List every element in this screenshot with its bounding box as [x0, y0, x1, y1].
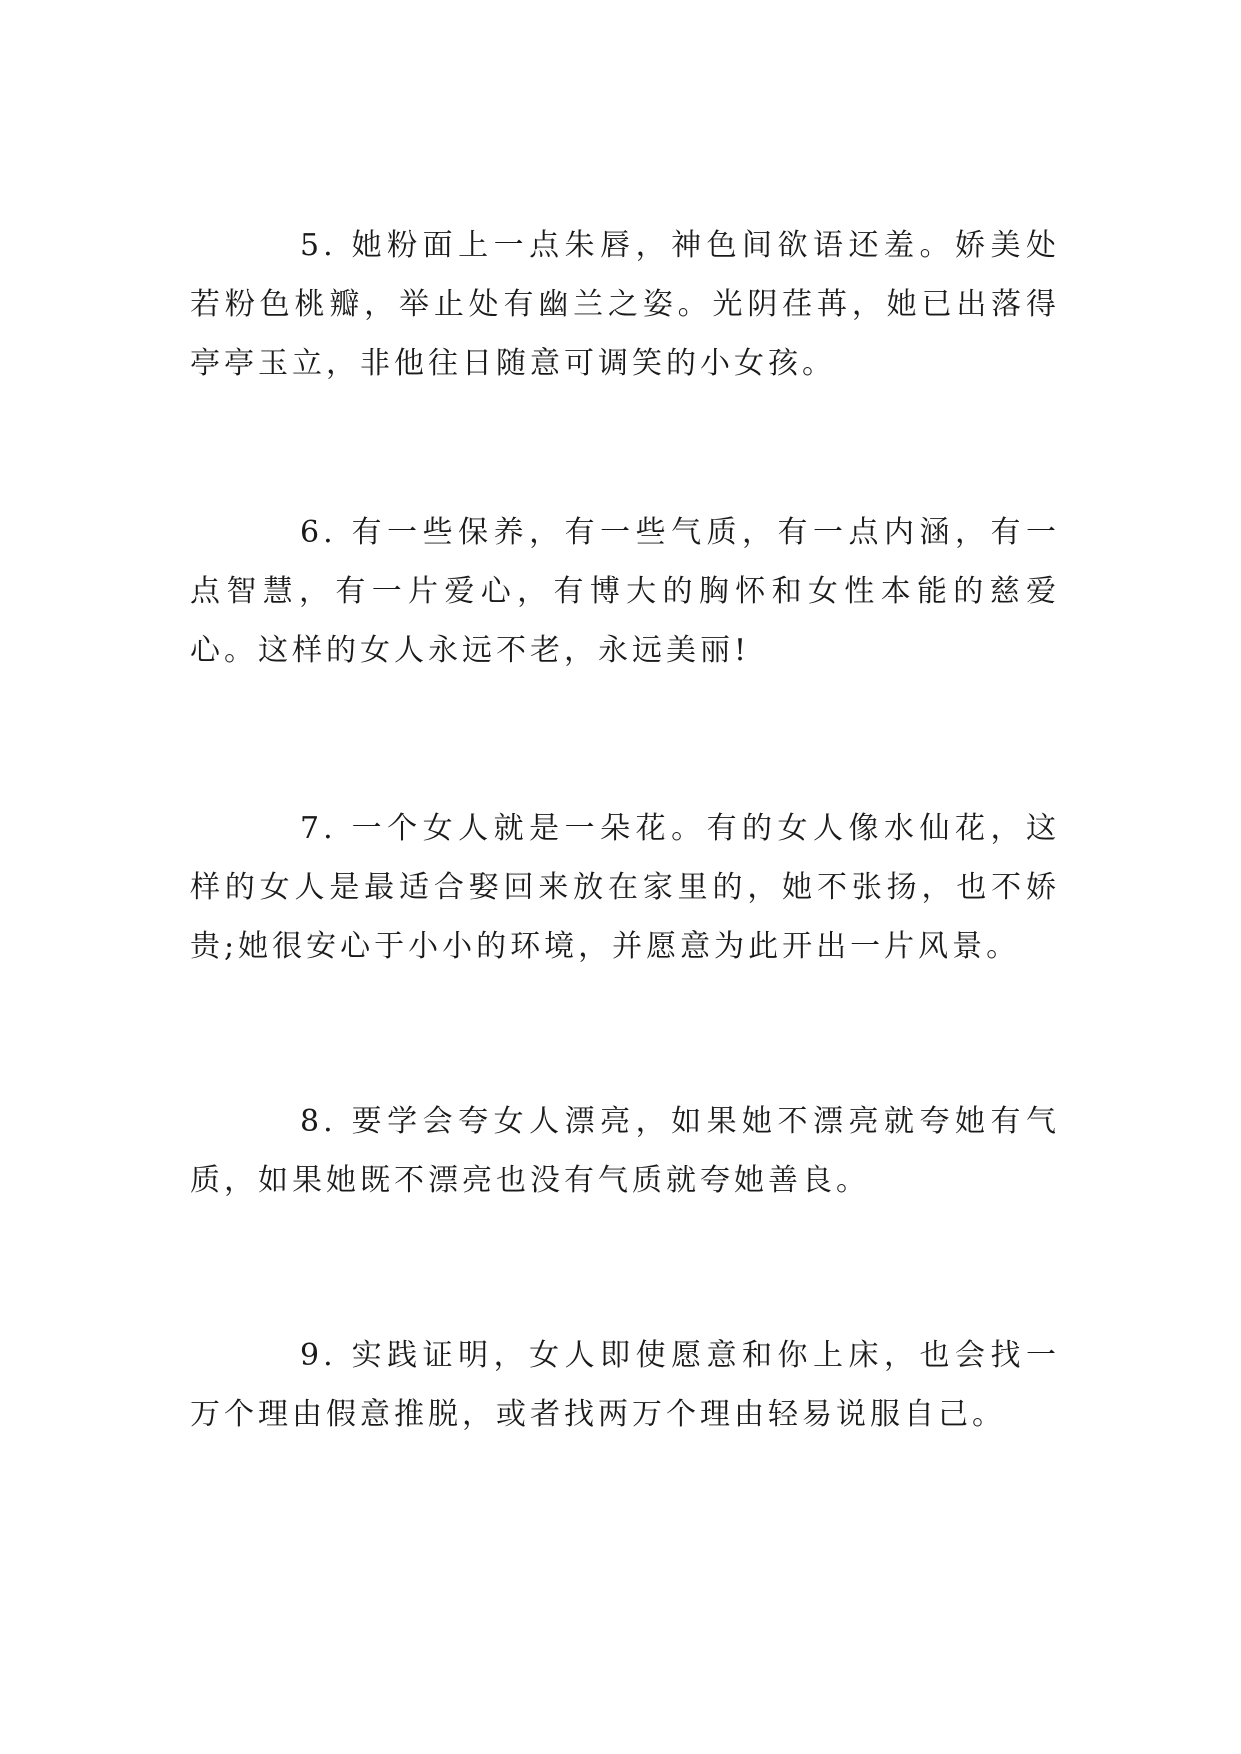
paragraph-6: [190, 503, 1060, 680]
paragraph-number: 9.: [300, 1338, 337, 1373]
paragraph-text: 一个女人就是一朵花。有的女人像水仙花，这样的女人是最适合娶回来放在家里的，她不张扬，也不娇贵;她很安心于小小的环境，并愿意为此开出一片风景。: [190, 811, 1060, 964]
paragraph-5: [190, 216, 1060, 393]
paragraph-text: 要学会夸女人漂亮，如果她不漂亮就夸她有气质，如果她既不漂亮也没有气质就夸她善良。: [190, 1104, 1060, 1198]
paragraph-number: 7.: [300, 811, 337, 846]
paragraph-text: 有一些保养，有一些气质，有一点内涵，有一点智慧，有一片爱心，有博大的胸怀和女性本能的慈爱心。这样的女人永远不老，永远美丽!: [190, 515, 1060, 668]
paragraph-7: [190, 799, 1060, 976]
paragraph-8: [190, 1092, 1060, 1210]
paragraph-number: 5.: [300, 228, 337, 263]
paragraph-number: 8.: [300, 1104, 337, 1139]
paragraph-text: 实践证明，女人即使愿意和你上床，也会找一万个理由假意推脱，或者找两万个理由轻易说服自己。: [190, 1338, 1060, 1432]
paragraph-number: 6.: [300, 515, 337, 550]
paragraph-text: 她粉面上一点朱唇，神色间欲语还羞。娇美处若粉色桃瓣，举止处有幽兰之姿。光阴荏苒，她已出落得亭亭玉立，非他往日随意可调笑的小女孩。: [190, 228, 1060, 381]
paragraph-9: [190, 1326, 1060, 1444]
